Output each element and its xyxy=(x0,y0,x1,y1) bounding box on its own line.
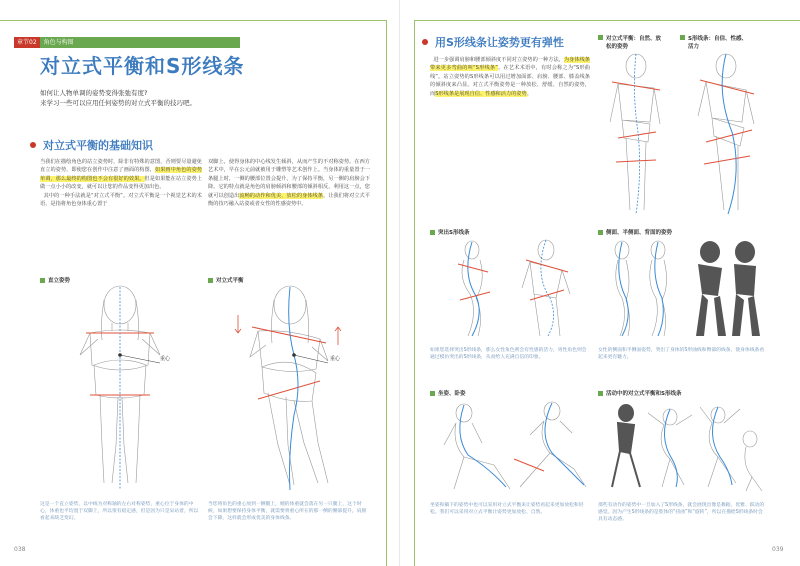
square-bullet-icon xyxy=(598,391,603,396)
side-back-pose-figure xyxy=(600,238,770,338)
square-bullet-icon xyxy=(598,230,603,235)
body-text: 但是如果能在站立姿势上做一点小小的改变，就可以让您的作品变得更加出色。 xyxy=(40,175,202,191)
figure-label-text: 活动中的对立式平衡和S形线条 xyxy=(606,391,682,397)
body-text: 其中的一种手法就是“对立式平衡”。对立式平衡是一个视觉艺术的术语，是指将角色身体重心置于 xyxy=(40,192,202,208)
contrapposto-vs-s-curve-figure xyxy=(596,52,776,217)
body-text: 。在艺术术语中，有时会称之为“S形曲线”。站立姿势的S形线条可以用过增加面部、肩膀、腰部、膝盖线条的倾斜度来凸显。对立式平衡姿势是一种放松、舒缓、自然的姿势，而 xyxy=(430,65,590,97)
figure-label-text: 坐姿、卧姿 xyxy=(438,391,466,397)
body-text: 双脚上，使得身体的中心线发生倾斜，从而产生的不对称姿势。在西方艺术中，早在公元前就被用于雕塑等艺术创作上。当身体的重量置于一条腿上时，一侧的腰部位置会提升，为了保持平衡，另一侧的肩膀会下降。它的特点就是角色的肩膀倾斜和腰部的倾斜相反，利用这一点，您就可以创造出 xyxy=(208,159,370,199)
intro-text xyxy=(40,88,370,108)
page-number: 039 xyxy=(772,546,784,553)
figure-caption: 如果您选择突出S形线条，那么女性角色则会有性感的活力，男性角色则会通过模仿突出的S形线条，从而给人充满自信的印象。 xyxy=(430,348,587,361)
emphasized-s-curve-figure xyxy=(434,238,594,338)
figure-label-text: 直立姿势 xyxy=(48,278,71,284)
right-page xyxy=(400,0,800,566)
figure-label xyxy=(430,228,469,236)
figure-caption: 当您将角色的重心放到一侧腿上，她的体重就会落在另一只腿上，这个时候，如果想要保持身体平衡，就需要将重心所在的那一侧的腰部提升，肩膀会下降，这样就会形成优美的身体线条。 xyxy=(208,502,367,522)
figure-label xyxy=(40,276,70,284)
highlighted-text: S形线条是展现自信、性感和活力的姿势 xyxy=(435,90,527,97)
action-pose-figure xyxy=(600,399,770,494)
frame-line xyxy=(386,20,387,566)
figure-caption: 坐姿和躺下的姿势中也可以采用对立式平衡来让姿势看起来更加放松和轻松。我们可以采用对立式平衡让姿势更加放松、自然。 xyxy=(430,503,584,516)
figure-caption: 那些有动作的姿势中一旦加入了S形线条，就会展现出像是舞蹈，优雅、跃动的感觉。因为产生S形线条的是肢体的“扭曲”和“旋转”，所以在描绘S形线条时会具有动态感。 xyxy=(598,503,765,523)
bullet-dot-icon xyxy=(422,39,428,45)
figure-caption: 这是一个直立姿势，以中线为对称轴的左右对称姿势，重心位于身体的中心，体重也平均置于双脚上，所以很有稳定感，但是因为只是呆站着，所以看起来缺乏变幻。 xyxy=(40,502,199,522)
square-bullet-icon xyxy=(40,278,45,283)
figure-label xyxy=(598,228,672,236)
section-title: 对立式平衡的基础知识 xyxy=(43,139,153,152)
figure-label-text: 突出S形线条 xyxy=(438,230,470,236)
body-text: 。让我们将对立式平衡的技巧融入站姿或者女性的性感姿势中。 xyxy=(208,192,370,208)
body-text: 。 xyxy=(526,90,532,97)
chapter-tag xyxy=(14,37,240,48)
sitting-lying-pose-figure xyxy=(434,399,594,494)
figure-label xyxy=(680,34,750,50)
figure-label-text: 对立式平衡：自然、放松的姿势 xyxy=(606,36,662,50)
body-text: 当我们在描绘角色的站立姿势时，除非有特殊的意图，否则要尽量避免直立的姿势，即使您在创作中注意了画面的构图， xyxy=(40,159,202,174)
section-heading xyxy=(422,34,564,50)
body-column xyxy=(430,56,590,98)
highlighted-text: 为身体线条带来更多弯曲的叫“S形线条” xyxy=(430,57,590,72)
square-bullet-icon xyxy=(430,230,435,235)
section-heading xyxy=(30,137,153,153)
section-title: 用S形线条让姿势更有弹性 xyxy=(435,36,564,49)
page-title: 对立式平衡和S形线条 xyxy=(40,54,245,78)
center-of-gravity-label: 重心 xyxy=(330,356,341,362)
page-number: 038 xyxy=(14,546,26,553)
contrapposto-figure xyxy=(228,285,368,495)
body-column-1 xyxy=(40,158,202,208)
square-bullet-icon xyxy=(430,391,435,396)
figure-caption: 女性的侧面和半侧面姿势，突出了身体的S形曲线和臀部的线条，使身体线条看起来更有魅力。 xyxy=(598,348,765,361)
chapter-name: 角色与构图 xyxy=(40,37,240,48)
bullet-dot-icon xyxy=(30,142,36,148)
center-of-gravity-label: 重心 xyxy=(160,356,171,362)
highlighted-text: 流畅的动作和优美、放松的身体线条 xyxy=(239,192,323,199)
frame-line xyxy=(414,20,415,566)
upright-pose-figure xyxy=(60,285,200,495)
chapter-number: 章节02 xyxy=(14,37,40,48)
highlighted-text: 如果画中角色的姿势单调，那么最终的构图也不会有很好的效果。 xyxy=(40,167,202,182)
figure-label xyxy=(430,389,466,397)
square-bullet-icon xyxy=(680,35,685,40)
square-bullet-icon xyxy=(208,278,213,283)
figure-label-text: 对立式平衡 xyxy=(216,278,244,284)
frame-line xyxy=(0,20,386,21)
body-column-2 xyxy=(208,158,370,208)
intro-line: 如何让人物单调的姿势变得张弛有度? xyxy=(40,89,148,97)
figure-label xyxy=(598,389,681,397)
frame-line xyxy=(414,20,800,21)
figure-label-text: 侧面、半侧面、背面的姿势 xyxy=(606,230,673,236)
body-text: 进一步强调肩膀和腰部倾斜度不同对立姿势的一种方法， xyxy=(433,57,564,63)
figure-label xyxy=(208,276,244,284)
figure-label xyxy=(598,34,666,50)
square-bullet-icon xyxy=(598,35,603,40)
figure-label-text: S形线条：自信、性感、活力 xyxy=(688,36,747,50)
intro-line: 来学习一些可以应用任何姿势的对立式平衡的技巧吧。 xyxy=(40,99,196,107)
